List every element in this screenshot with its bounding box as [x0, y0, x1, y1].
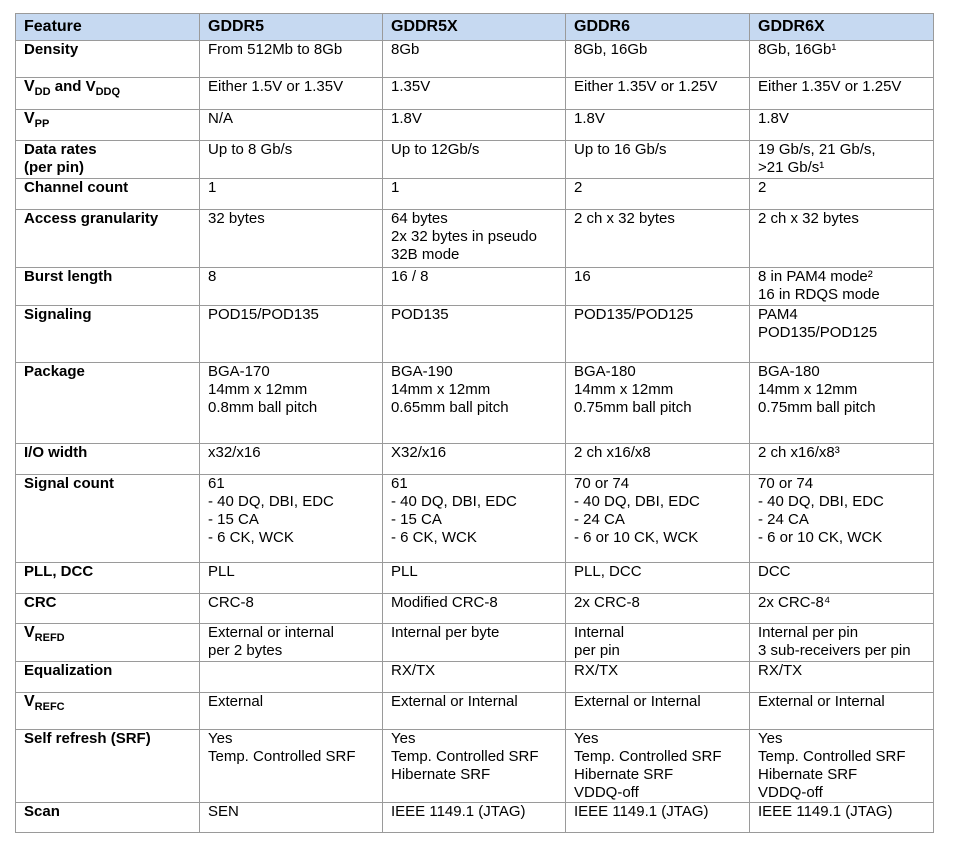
table-row-data-rates — [16, 141, 934, 179]
cell-gddr6: 70 or 74 - 40 DQ, DBI, EDC - 24 CA - 6 or 10 CK, WCK — [566, 475, 750, 563]
cell-gddr6: Either 1.35V or 1.25V — [566, 78, 750, 110]
row-label-scan: Scan — [16, 803, 200, 833]
cell-gddr5: External or internal per 2 bytes — [200, 624, 383, 662]
cell-gddr5x: PLL — [383, 563, 566, 594]
cell-gddr5: BGA-170 14mm x 12mm 0.8mm ball pitch — [200, 363, 383, 444]
cell-gddr5: Yes Temp. Controlled SRF — [200, 730, 383, 803]
cell-gddr6x: Yes Temp. Controlled SRF Hibernate SRF VDDQ-off — [750, 730, 934, 803]
cell-gddr6x: 2x CRC-8⁴ — [750, 594, 934, 624]
table-row-io-width — [16, 444, 934, 475]
vpp-v: V — [24, 110, 35, 127]
cell-gddr6: PLL, DCC — [566, 563, 750, 594]
cell-gddr6: BGA-180 14mm x 12mm 0.75mm ball pitch — [566, 363, 750, 444]
cell-gddr5: PLL — [200, 563, 383, 594]
cell-gddr5x: Yes Temp. Controlled SRF Hibernate SRF — [383, 730, 566, 803]
cell-gddr6: 2 ch x 32 bytes — [566, 210, 750, 268]
table-row-crc — [16, 594, 934, 624]
cell-gddr6: 2x CRC-8 — [566, 594, 750, 624]
column-header-gddr6x: GDDR6X — [750, 14, 934, 41]
cell-gddr6x: PAM4 POD135/POD125 — [750, 306, 934, 363]
column-header-gddr5x: GDDR5X — [383, 14, 566, 41]
table-row-burst-length — [16, 268, 934, 306]
cell-gddr5x: IEEE 1149.1 (JTAG) — [383, 803, 566, 833]
table-row-vrefd — [16, 624, 934, 662]
cell-gddr6x: BGA-180 14mm x 12mm 0.75mm ball pitch — [750, 363, 934, 444]
row-label-channel-count: Channel count — [16, 179, 200, 210]
cell-gddr5: SEN — [200, 803, 383, 833]
cell-gddr5: 8 — [200, 268, 383, 306]
row-label-io-width: I/O width — [16, 444, 200, 475]
cell-gddr6x: 1.8V — [750, 110, 934, 141]
cell-gddr6x: 8 in PAM4 mode² 16 in RDQS mode — [750, 268, 934, 306]
column-header-feature: Feature — [16, 14, 200, 41]
row-label-vpp — [16, 110, 200, 141]
cell-gddr6: IEEE 1149.1 (JTAG) — [566, 803, 750, 833]
vddq-sub: DDQ — [95, 86, 121, 98]
cell-gddr5x: 1.8V — [383, 110, 566, 141]
cell-gddr5x: 8Gb — [383, 41, 566, 78]
cell-gddr6: Up to 16 Gb/s — [566, 141, 750, 179]
cell-gddr6: 2 ch x16/x8 — [566, 444, 750, 475]
cell-gddr5x: Modified CRC-8 — [383, 594, 566, 624]
cell-gddr6x: 2 ch x16/x8³ — [750, 444, 934, 475]
cell-gddr5: 61 - 40 DQ, DBI, EDC - 15 CA - 6 CK, WCK — [200, 475, 383, 563]
cell-gddr6: 1.8V — [566, 110, 750, 141]
table-row-scan — [16, 803, 934, 833]
table-row-vrefc — [16, 693, 934, 730]
cell-gddr5: External — [200, 693, 383, 730]
row-label-signal-count: Signal count — [16, 475, 200, 563]
column-header-gddr6: GDDR6 — [566, 14, 750, 41]
table-row-signal-count — [16, 475, 934, 563]
vrefc-v: V — [24, 693, 35, 710]
cell-gddr6: Internal per pin — [566, 624, 750, 662]
cell-gddr5: POD15/POD135 — [200, 306, 383, 363]
row-label-burst-length: Burst length — [16, 268, 200, 306]
table-row-pll-dcc — [16, 563, 934, 594]
table-row-density — [16, 41, 934, 78]
cell-gddr5x: External or Internal — [383, 693, 566, 730]
row-label-access-granularity: Access granularity — [16, 210, 200, 268]
cell-gddr5: 1 — [200, 179, 383, 210]
table-row-equalization — [16, 662, 934, 693]
cell-gddr5: 32 bytes — [200, 210, 383, 268]
cell-gddr6: 8Gb, 16Gb — [566, 41, 750, 78]
table-row-self-refresh — [16, 730, 934, 803]
cell-gddr6: RX/TX — [566, 662, 750, 693]
cell-gddr6: Yes Temp. Controlled SRF Hibernate SRF VDDQ-off — [566, 730, 750, 803]
cell-gddr5x: 61 - 40 DQ, DBI, EDC - 15 CA - 6 CK, WCK — [383, 475, 566, 563]
cell-gddr5 — [200, 662, 383, 693]
cell-gddr6x: 70 or 74 - 40 DQ, DBI, EDC - 24 CA - 6 or 10 CK, WCK — [750, 475, 934, 563]
cell-gddr6: 16 — [566, 268, 750, 306]
cell-gddr5: Up to 8 Gb/s — [200, 141, 383, 179]
cell-gddr5: CRC-8 — [200, 594, 383, 624]
vdd-v: V — [24, 78, 35, 95]
cell-gddr6x: 19 Gb/s, 21 Gb/s, >21 Gb/s¹ — [750, 141, 934, 179]
cell-gddr6: POD135/POD125 — [566, 306, 750, 363]
column-header-gddr5: GDDR5 — [200, 14, 383, 41]
row-label-package: Package — [16, 363, 200, 444]
vpp-sub: PP — [34, 118, 50, 130]
vrefd-sub: REFD — [34, 632, 65, 644]
cell-gddr5: x32/x16 — [200, 444, 383, 475]
cell-gddr5x: RX/TX — [383, 662, 566, 693]
cell-gddr5x: BGA-190 14mm x 12mm 0.65mm ball pitch — [383, 363, 566, 444]
cell-gddr6x: Internal per pin 3 sub-receivers per pin — [750, 624, 934, 662]
cell-gddr5x: POD135 — [383, 306, 566, 363]
vrefd-v: V — [24, 624, 35, 641]
row-label-vrefd — [16, 624, 200, 662]
table-row-signaling — [16, 306, 934, 363]
cell-gddr6x: 2 — [750, 179, 934, 210]
cell-gddr5: N/A — [200, 110, 383, 141]
row-label-equalization: Equalization — [16, 662, 200, 693]
cell-gddr6x: RX/TX — [750, 662, 934, 693]
row-label-crc: CRC — [16, 594, 200, 624]
cell-gddr5x: 64 bytes 2x 32 bytes in pseudo 32B mode — [383, 210, 566, 268]
cell-gddr5: Either 1.5V or 1.35V — [200, 78, 383, 110]
row-label-self-refresh: Self refresh (SRF) — [16, 730, 200, 803]
cell-gddr5: From 512Mb to 8Gb — [200, 41, 383, 78]
cell-gddr6: 2 — [566, 179, 750, 210]
cell-gddr6x: External or Internal — [750, 693, 934, 730]
cell-gddr6x: Either 1.35V or 1.25V — [750, 78, 934, 110]
row-label-density: Density — [16, 41, 200, 78]
row-label-data-rates: Data rates (per pin) — [16, 141, 200, 179]
row-label-pll-dcc: PLL, DCC — [16, 563, 200, 594]
cell-gddr5x: Up to 12Gb/s — [383, 141, 566, 179]
row-label-vrefc — [16, 693, 200, 730]
cell-gddr5x: 1.35V — [383, 78, 566, 110]
cell-gddr5x: Internal per byte — [383, 624, 566, 662]
vrefc-sub: REFC — [34, 701, 65, 713]
cell-gddr5x: 16 / 8 — [383, 268, 566, 306]
vdd-and: and V — [50, 78, 96, 95]
cell-gddr6x: 8Gb, 16Gb¹ — [750, 41, 934, 78]
table-row-package — [16, 363, 934, 444]
vdd-sub: DD — [34, 86, 51, 98]
cell-gddr6x: DCC — [750, 563, 934, 594]
cell-gddr6x: IEEE 1149.1 (JTAG) — [750, 803, 934, 833]
row-label-vdd — [16, 78, 200, 110]
cell-gddr6: External or Internal — [566, 693, 750, 730]
cell-gddr5x: 1 — [383, 179, 566, 210]
row-label-signaling: Signaling — [16, 306, 200, 363]
table-row-vpp — [16, 110, 934, 141]
table-row-channel-count — [16, 179, 934, 210]
cell-gddr6x: 2 ch x 32 bytes — [750, 210, 934, 268]
table-header-row — [16, 14, 934, 41]
table-row-access-granularity — [16, 210, 934, 268]
comparison-table — [15, 13, 934, 833]
table-row-vdd — [16, 78, 934, 110]
cell-gddr5x: X32/x16 — [383, 444, 566, 475]
